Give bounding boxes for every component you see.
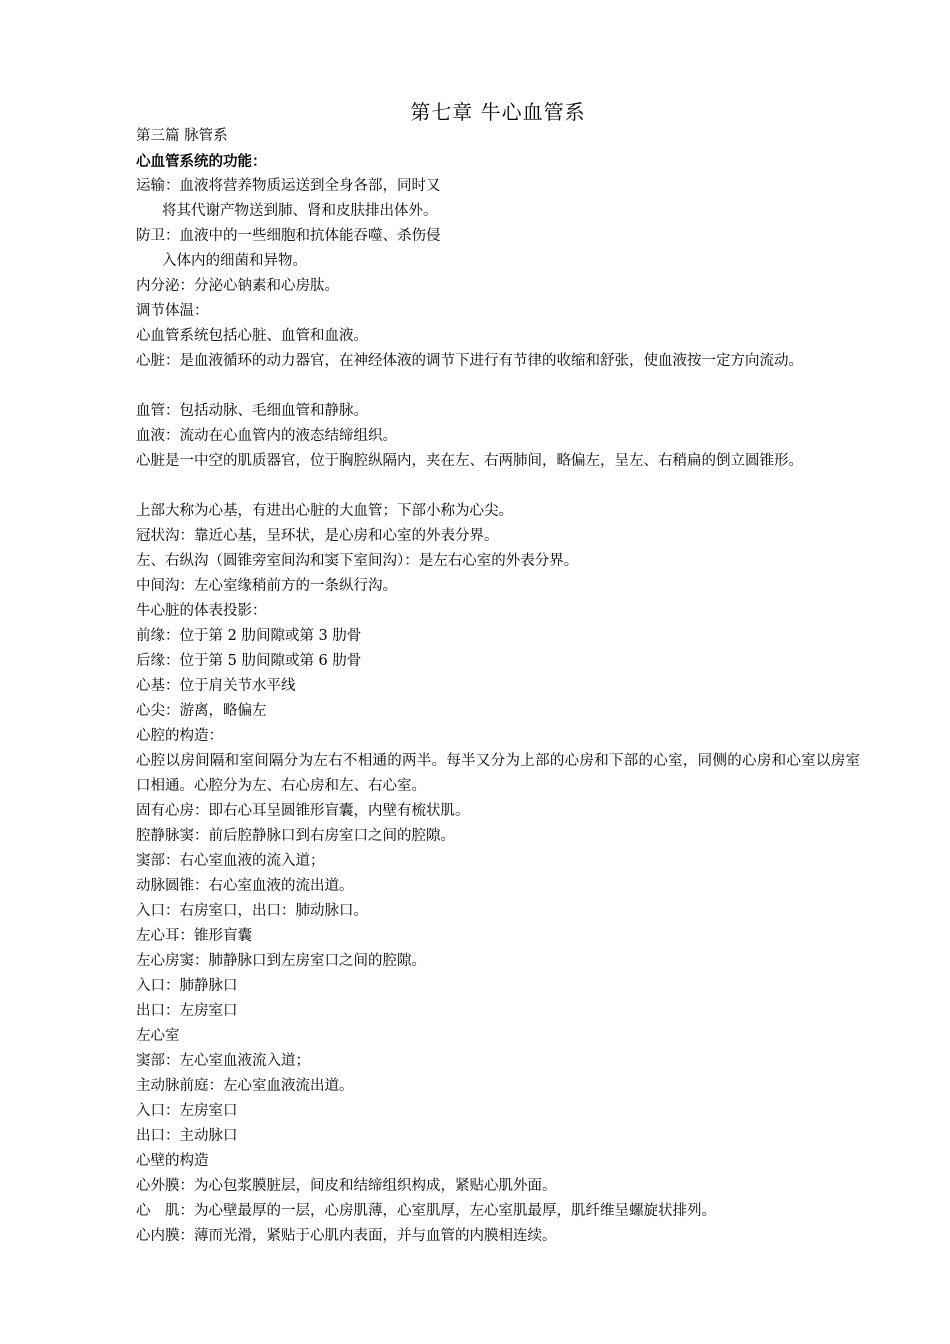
text-line: 血管：包括动脉、毛细血管和静脉。 (136, 403, 368, 419)
text-line: 上部大称为心基，有进出心脏的大血管；下部小称为心尖。 (136, 503, 513, 519)
text-line: 动脉圆锥：右心室血液的流出道。 (136, 878, 354, 894)
text-line: 内分泌：分泌心钠素和心房肽。 (136, 278, 339, 294)
text-line: 心血管系统包括心脏、血管和血液。 (136, 328, 368, 344)
text-line: 血液：流动在心血管内的液态结缔组织。 (136, 428, 397, 444)
bold-heading: 心血管系统的功能： (136, 153, 267, 170)
text-line: 心 肌：为心壁最厚的一层，心房肌薄，心室肌厚，左心室肌最厚，肌纤维呈螺旋状排列。 (136, 1203, 716, 1219)
text-line: 防卫：血液中的一些细胞和抗体能吞噬、杀伤侵 (136, 228, 441, 244)
text-line: 左、右纵沟（圆锥旁室间沟和窦下室间沟）：是左右心室的外表分界。 (136, 553, 579, 569)
text-line: 窦部：右心室血液的流入道； (136, 853, 325, 869)
text-line: 中间沟：左心室缘稍前方的一条纵行沟。 (136, 578, 397, 594)
text-line: 入口：左房室口 (136, 1103, 238, 1119)
text-line: 前缘：位于第 2 肋间隙或第 3 肋骨 (136, 628, 362, 644)
text-line: 后缘：位于第 5 肋间隙或第 6 肋骨 (136, 653, 362, 669)
text-line: 冠状沟：靠近心基，呈环状，是心房和心室的外表分界。 (136, 528, 499, 544)
text-line: 出口：左房室口 (136, 1003, 238, 1019)
text-line: 心基：位于肩关节水平线 (136, 678, 296, 694)
text-line: 入口：右房室口，出口：肺动脉口。 (136, 903, 368, 919)
text-line: 固有心房：即右心耳呈圆锥形盲囊，内壁有梳状肌。 (136, 803, 470, 819)
document-body (136, 124, 860, 1249)
text-line: 运输：血液将营养物质运送到全身各部，同时又 (136, 178, 441, 194)
text-line: 腔静脉窦：前后腔静脉口到右房室口之间的腔隙。 (136, 828, 455, 844)
chapter-title: 第七章 牛心血管系 (410, 100, 586, 124)
section-heading: 第三篇 脉管系 (136, 128, 228, 144)
text-line-indented: 将其代谢产物送到肺、肾和皮肤排出体外。 (162, 203, 438, 219)
text-line: 心腔的构造： (136, 728, 223, 744)
text-line: 窦部：左心室血液流入道； (136, 1053, 310, 1069)
text-line-indented: 入体内的细菌和异物。 (162, 253, 307, 269)
text-line: 心外膜：为心包浆膜脏层，间皮和结缔组织构成，紧贴心肌外面。 (136, 1178, 557, 1194)
text-line: 入口：肺静脉口 (136, 978, 238, 994)
paragraph: 心脏：是血液循环的动力器官，在神经体液的调节下进行有节律的收缩和舒张，使血液按一定方向流动。 (136, 353, 803, 369)
text-line: 主动脉前庭：左心室血液流出道。 (136, 1078, 354, 1094)
text-line: 调节体温： (136, 303, 209, 319)
text-line: 心内膜：薄而光滑，紧贴于心肌内表面，并与血管的内膜相连续。 (136, 1228, 557, 1244)
text-line: 左心耳：锥形盲囊 (136, 928, 252, 944)
text-line: 心壁的构造 (136, 1153, 209, 1169)
text-line: 牛心脏的体表投影： (136, 603, 267, 619)
text-line: 左心房窦：肺静脉口到左房室口之间的腔隙。 (136, 953, 426, 969)
text-line: 出口：主动脉口 (136, 1128, 238, 1144)
paragraph: 心脏是一中空的肌质器官，位于胸腔纵隔内，夹在左、右两肺间，略偏左，呈左、右稍扁的倒立圆锥形。 (136, 453, 803, 469)
paragraph: 心腔以房间隔和室间隔分为左右不相通的两半。每半又分为上部的心房和下部的心室，同侧的心房和心室以房室口相通。心腔分为左、右心房和左、右心室。 (136, 753, 860, 794)
text-line: 左心室 (136, 1028, 180, 1044)
text-line: 心尖：游离，略偏左 (136, 703, 267, 719)
